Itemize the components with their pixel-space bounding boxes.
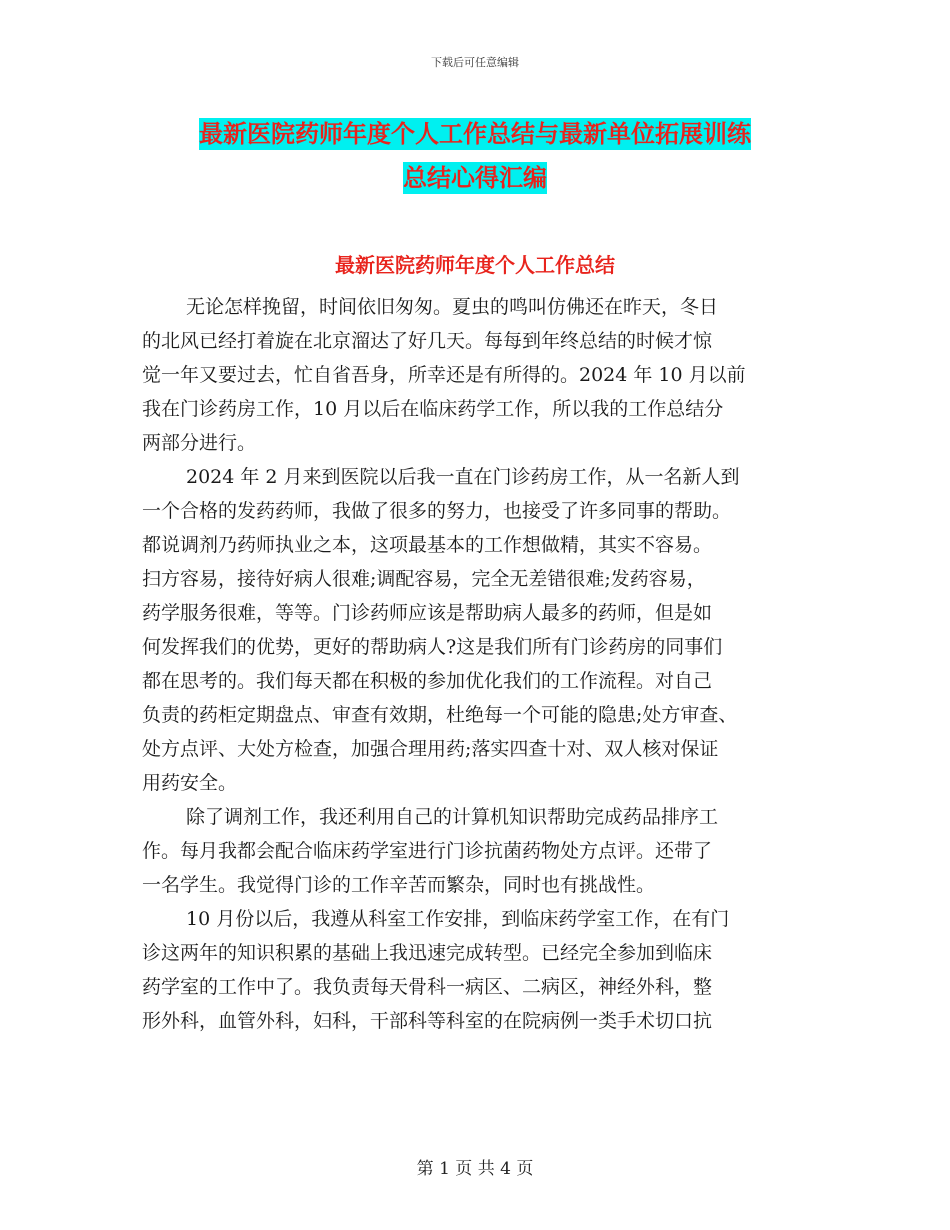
title-line-2-text: 总结心得汇编 xyxy=(403,164,547,192)
text-line: 除了调剂工作，我还利用自己的计算机知识帮助完成药品排序工 xyxy=(186,806,719,828)
document-title-line-1 xyxy=(0,114,950,149)
text-line: 10 月份以后，我遵从科室工作安排，到临床药学室工作，在有门 xyxy=(186,908,730,930)
text-line: 觉一年又要过去，忙自省吾身，所幸还是有所得的。2024 年 10 月以前 xyxy=(142,364,746,386)
text-line: 都在思考的。我们每天都在积极的参加优化我们的工作流程。对自己 xyxy=(142,670,713,692)
text-line: 作。每月我都会配合临床药学室进行门诊抗菌药物处方点评。还带了 xyxy=(142,840,713,862)
text-line: 何发挥我们的优势，更好的帮助病人?这是我们所有门诊药房的同事们 xyxy=(142,636,723,658)
page-number-footer: 第 1 页 共 4 页 xyxy=(416,1159,534,1179)
title-line-1-text: 最新医院药师年度个人工作总结与最新单位拓展训练 xyxy=(199,120,751,148)
header-note: 下载后可任意编辑 xyxy=(431,56,519,69)
document-title-line-2 xyxy=(0,158,950,193)
text-line: 药学室的工作中了。我负责每天骨科一病区、二病区，神经外科，整 xyxy=(142,976,713,998)
text-line: 都说调剂乃药师执业之本，这项最基本的工作想做精，其实不容易。 xyxy=(142,534,713,556)
text-line: 用药安全。 xyxy=(142,772,238,794)
text-line: 一名学生。我觉得门诊的工作辛苦而繁杂，同时也有挑战性。 xyxy=(142,874,656,896)
text-line: 无论怎样挽留，时间依旧匆匆。夏虫的鸣叫仿佛还在昨天，冬日 xyxy=(186,296,719,318)
text-line: 形外科，血管外科，妇科，干部科等科室的在院病例一类手术切口抗 xyxy=(142,1010,713,1032)
section-title: 最新医院药师年度个人工作总结 xyxy=(335,253,615,277)
text-line: 扫方容易，接待好病人很难;调配容易，完全无差错很难;发药容易， xyxy=(142,568,706,590)
body-text xyxy=(142,290,812,1038)
text-line: 诊这两年的知识积累的基础上我迅速完成转型。已经完全参加到临床 xyxy=(142,942,713,964)
text-line: 两部分进行。 xyxy=(142,432,257,454)
text-line: 一个合格的发药药师，我做了很多的努力，也接受了许多同事的帮助。 xyxy=(142,500,732,522)
text-line: 的北风已经打着旋在北京溜达了好几天。每每到年终总结的时候才惊 xyxy=(142,330,713,352)
text-line: 处方点评、大处方检查，加强合理用药;落实四查十对、双人核对保证 xyxy=(142,738,719,760)
text-line: 我在门诊药房工作，10 月以后在临床药学工作，所以我的工作总结分 xyxy=(142,398,724,420)
text-line: 2024 年 2 月来到医院以后我一直在门诊药房工作，从一名新人到 xyxy=(186,466,740,488)
text-line: 药学服务很难，等等。门诊药师应该是帮助病人最多的药师，但是如 xyxy=(142,602,713,624)
text-line: 负责的药柜定期盘点、审查有效期，杜绝每一个可能的隐患;处方审查、 xyxy=(142,704,738,726)
